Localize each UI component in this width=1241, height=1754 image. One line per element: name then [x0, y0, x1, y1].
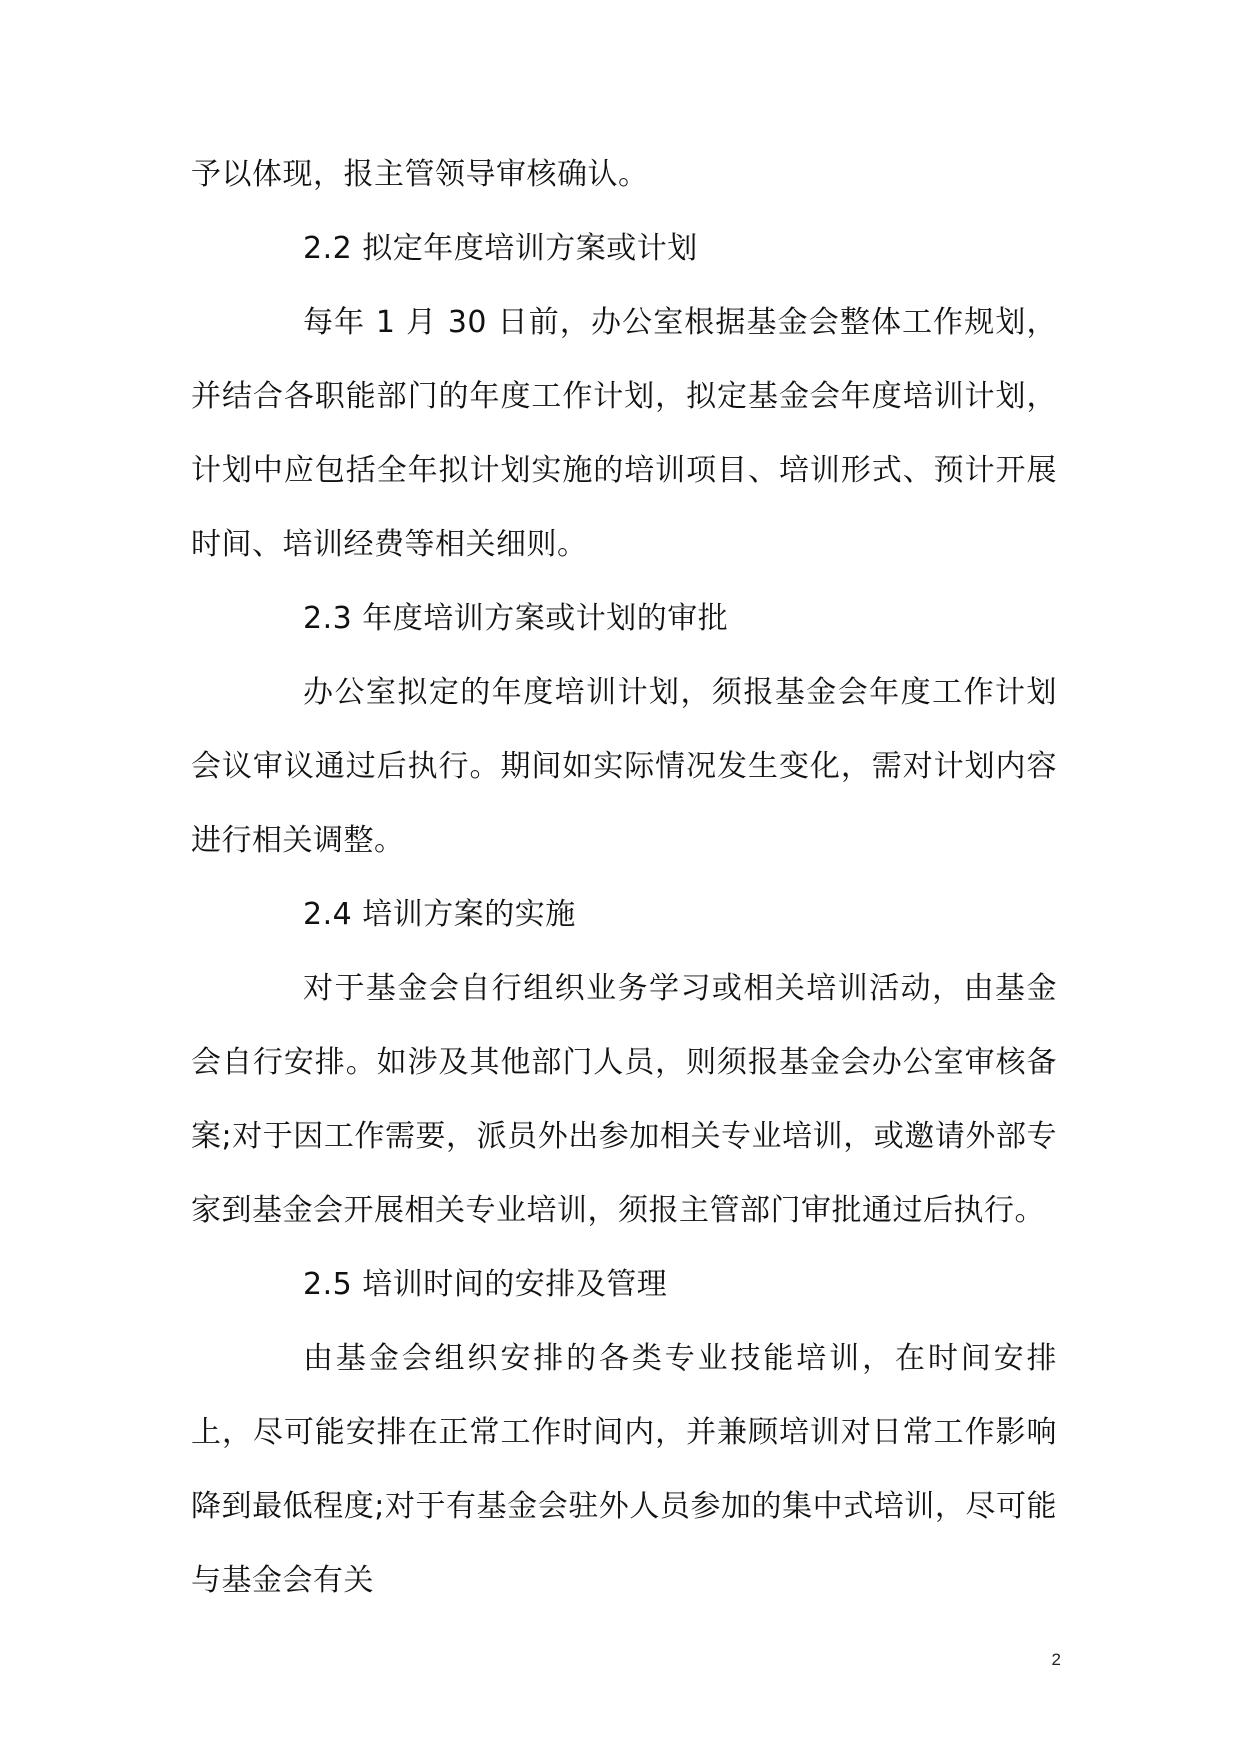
paragraph: 由基金会组织安排的各类专业技能培训，在时间安排上，尽可能安排在正常工作时间内，并兼顾培训对日常工作影响降到最低程度;对于有基金会驻外人员参加的集中式培训，尽可能与基金会有关	[191, 1341, 1057, 1598]
paragraph-continued: 予以体现，报主管领导审核确认。	[191, 157, 649, 192]
section-heading-2-2: 2.2 拟定年度培训方案或计划	[303, 231, 698, 266]
document-body	[191, 138, 1057, 1618]
paragraph: 对于基金会自行组织业务学习或相关培训活动，由基金会自行安排。如涉及其他部门人员，则须报基金会办公室审核备案;对于因工作需要，派员外出参加相关专业培训，或邀请外部专家到基金会开展相关专业培训，须报主管部门审批通过后执行。	[191, 971, 1057, 1228]
paragraph: 办公室拟定的年度培训计划，须报基金会年度工作计划会议审议通过后执行。期间如实际情况发生变化，需对计划内容进行相关调整。	[191, 675, 1057, 858]
page-number: 2	[1051, 1650, 1061, 1669]
section-heading-2-5: 2.5 培训时间的安排及管理	[303, 1267, 668, 1302]
paragraph: 每年 1 月 30 日前，办公室根据基金会整体工作规划，并结合各职能部门的年度工作计划，拟定基金会年度培训计划，计划中应包括全年拟计划实施的培训项目、培训形式、预计开展时间、培训经费等相关细则。	[191, 305, 1057, 562]
section-heading-2-4: 2.4 培训方案的实施	[303, 897, 576, 932]
section-heading-2-3: 2.3 年度培训方案或计划的审批	[303, 601, 729, 636]
